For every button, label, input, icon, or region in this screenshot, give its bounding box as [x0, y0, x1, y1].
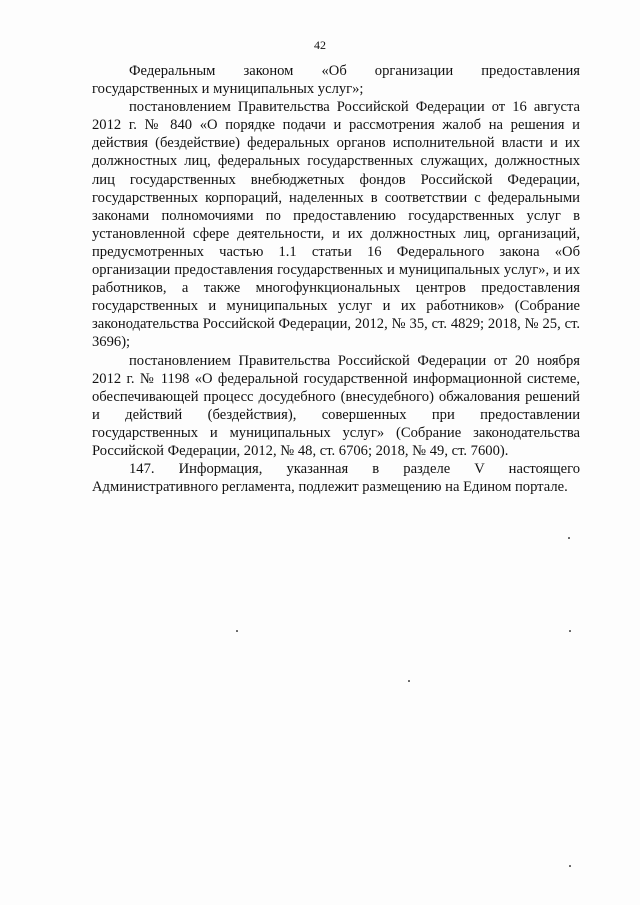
scan-speck — [569, 865, 571, 867]
paragraph-resolution-1198: постановлением Правительства Российской Федерации от 20 ноября 2012 г. № 1198 «О федеральной государственной информационной системе, обеспечивающей процесс досудебного (внесудебного) обжалования решений и действий (бездействия), совершенных при предоставлении государственных и муниципальных услуг» (Собрание законодательства Российской Федерации, 2012, № 48, ст. 6706; 2018, № 49, ст. 7600). — [92, 352, 580, 459]
scan-speck — [408, 680, 410, 682]
document-body — [92, 62, 580, 496]
scan-speck — [568, 537, 570, 539]
paragraph-resolution-840: постановлением Правительства Российской Федерации от 16 августа 2012 г. № 840 «О порядке подачи и рассмотрения жалоб на решения и действия (бездействие) федеральных органов исполнительной власти и их должностных лиц, федеральных государственных служащих, должностных лиц государственных внебюджетных фондов Российской Федерации, государственных корпораций, наделенных в соответствии с федеральными законами полномочиями по предоставлению государственных услуг в установленной сфере деятельности, и их должностных лиц, организаций, предусмотренных частью 1.1 статьи 16 Федерального закона «Об организации предоставления государственных и муниципальных услуг», и их работников, а также многофункциональных центров предоставления государственных и муниципальных услуг и их работников» (Собрание законодательства Российской Федерации, 2012, № 35, ст. 4829; 2018, № 25, ст. 3696); — [92, 99, 580, 351]
scan-speck — [236, 630, 238, 632]
scan-speck — [569, 630, 571, 632]
paragraph-federal-law: Федеральным законом «Об организации предоставления государственных и муниципальных услуг»; — [92, 63, 580, 98]
page-number: 42 — [314, 38, 326, 52]
paragraph-item-147: 147. Информация, указанная в разделе V настоящего Административного регламента, подлежит размещению на Едином портале. — [92, 461, 580, 496]
